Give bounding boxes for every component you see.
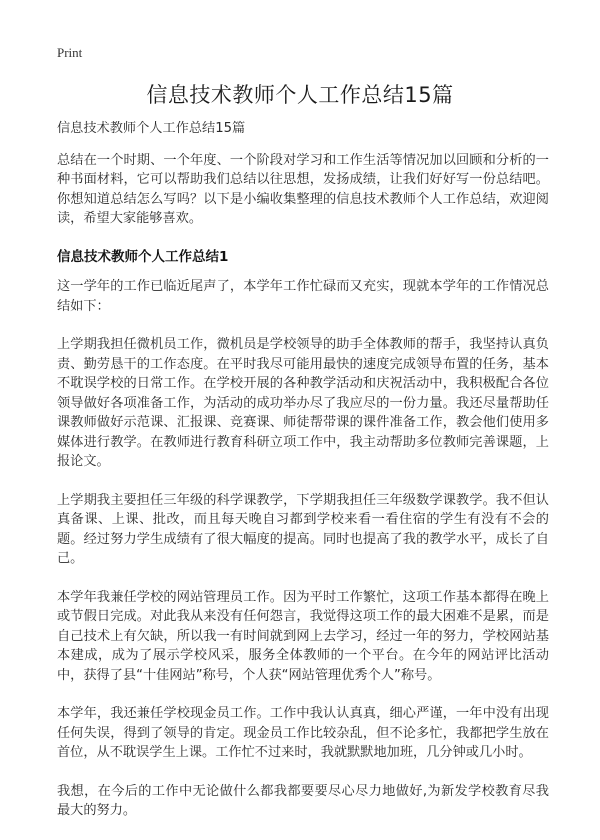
body-paragraph: 这一学年的工作已临近尾声了，本学年工作忙碌而又充实，现就本学年的工作情况总结如下： xyxy=(57,279,549,314)
print-link[interactable]: Print xyxy=(57,45,83,60)
section-heading: 信息技术教师个人工作总结1 xyxy=(57,248,229,265)
body-paragraph: 上学期我担任微机员工作，微机员是学校领导的助手全体教师的帮手，我坚持认真负责、勤劳恳干的工作态度。在平时我尽可能用最快的速度完成领导布置的任务，基本不耽误学校的日常工作。在学校开展的各种教学活动和庆祝活动中，我积极配合各位领导做好各项准备工作，为活动的成功举办尽了我应尽的一份力量。我还尽量帮助任课教师做好示范课、汇报课、竞赛课、师徒帮带课的课件准备工作，教会他们使用多媒体进行教学。在教师进行教育科研立项工作中，我主动帮助多位教师完善课题，上报论文。 xyxy=(57,337,549,469)
body-paragraph: 我想，在今后的工作中无论做什么都我都要要尽心尽力地做好,为新发学校教育尽我最大的努力。 xyxy=(57,783,549,818)
page-title: 信息技术教师个人工作总结15篇 xyxy=(146,83,454,107)
body-paragraph: 本学年，我还兼任学校现金员工作。工作中我认认真真，细心严谨，一年中没有出现任何失误，得到了领导的肯定。现金员工作比较杂乱，但不论多忙，我都把学生放在首位，从不耽误学生上课。工作忙不过来时，我就默默地加班，几分钟或几小时。 xyxy=(57,706,549,760)
body-paragraph: 本学年我兼任学校的网站管理员工作。因为平时工作繁忙，这项工作基本都得在晚上或节假日完成。对此我从来没有任何怨言，我觉得这项工作的最大困难不是累，而是自己技术上有欠缺，所以我一有时间就到网上去学习，经过一年的努力，学校网站基本建成，成为了展示学校风采，服务全体教师的一个平台。在今年的网站评比活动中，获得了县“十佳网站”称号，个人获“网站管理优秀个人”称号。 xyxy=(57,589,549,683)
body-paragraph: 上学期我主要担任三年级的科学课教学，下学期我担任三年级数学课教学。我不但认真备课、上课、批改，而且每天晚自习都到学校来看一看住宿的学生有没有不会的题。经过努力学生成绩有了很大幅度的提高。同时也提高了我的教学水平，成长了自己。 xyxy=(57,492,549,566)
document-body xyxy=(57,119,549,840)
intro-paragraph: 总结在一个时期、一个年度、一个阶段对学习和工作生活等情况加以回顾和分析的一种书面材料，它可以帮助我们总结以往思想，发扬成绩，让我们好好写一份总结吧。你想知道总结怎么写吗？以下是小编收集整理的信息技术教师个人工作总结，欢迎阅读，希望大家能够喜欢。 xyxy=(57,152,549,226)
document-subtitle: 信息技术教师个人工作总结15篇 xyxy=(57,121,246,136)
